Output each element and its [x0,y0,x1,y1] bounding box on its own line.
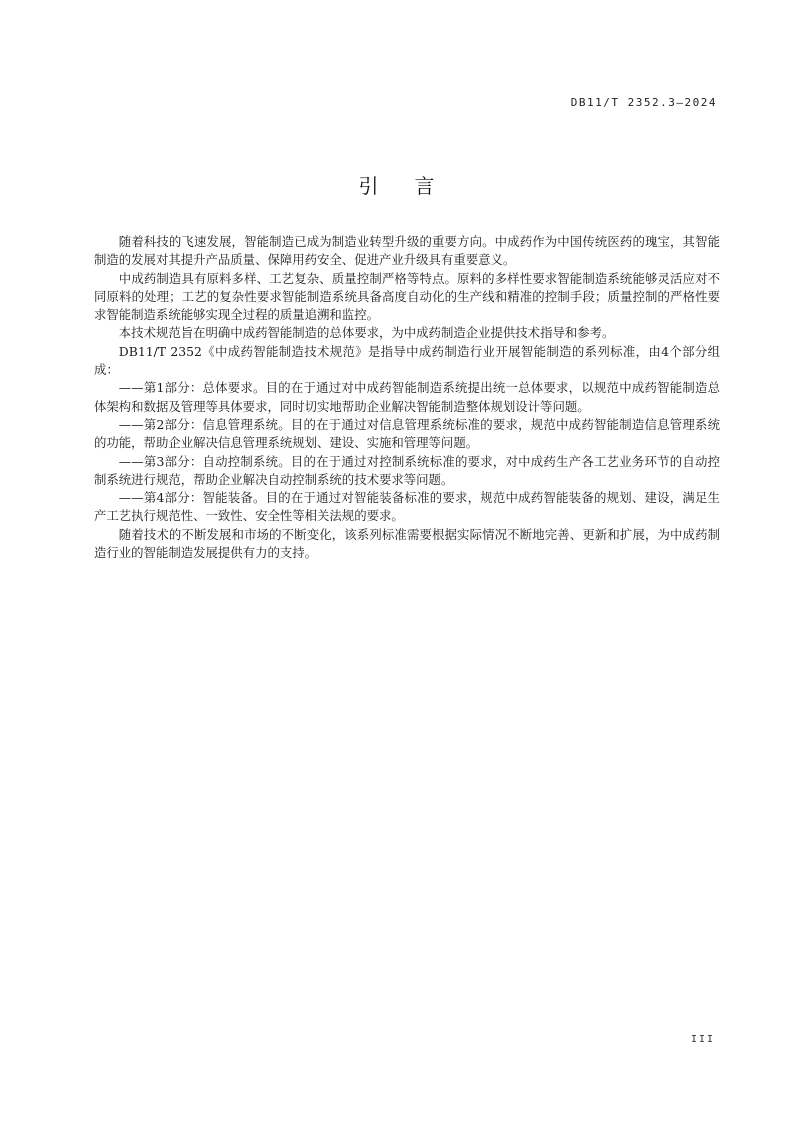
standard-code: DB11/T 2352.3—2024 [570,96,717,109]
paragraph-part-1: ——第1部分：总体要求。目的在于通过对中成药智能制造系统提出统一总体要求，以规范中成药智能制造总体架构和数据及管理等具体要求，同时切实地帮助企业解决智能制造整体规划设计等问题。 [94,380,720,414]
paragraph-purpose: 本技术规范旨在明确中成药智能制造的总体要求，为中成药制造企业提供技术指导和参考。 [118,325,615,341]
page-number: III [690,1034,715,1045]
page-title: 引言 [358,174,471,198]
paragraph-characteristics: 中成药制造具有原料多样、工艺复杂、质量控制严格等特点。原料的多样性要求智能制造系统能够灵活应对不同原料的处理；工艺的复杂性要求智能制造系统具备高度自动化的生产线和精准的控制手段；质量控制的严格性要求智能制造系统能够实现全过程的质量追溯和监控。 [94,270,720,323]
paragraph-part-3: ——第3部分：自动控制系统。目的在于通过对控制系统标准的要求，对中成药生产各工艺业务环节的自动控制系统进行规范，帮助企业解决自动控制系统的技术要求等问题。 [94,453,720,487]
introduction-body [94,233,720,562]
paragraph-part-2: ——第2部分：信息管理系统。目的在于通过对信息管理系统标准的要求，规范中成药智能制造信息管理系统的功能，帮助企业解决信息管理系统规划、建设、实施和管理等问题。 [94,416,720,451]
paragraph-outlook: 随着技术的不断发展和市场的不断变化，该系列标准需要根据实际情况不断地完善、更新和扩展，为中成药制造行业的智能制造发展提供有力的支持。 [94,526,720,561]
paragraph-background: 随着科技的飞速发展，智能制造已成为制造业转型升级的重要方向。中成药作为中国传统医药的瑰宝，其智能制造的发展对其提升产品质量、保障用药安全、促进产业升级具有重要意义。 [94,234,720,268]
paragraph-part-4: ——第4部分：智能装备。目的在于通过对智能装备标准的要求，规范中成药智能装备的规划、建设，满足生产工艺执行规范性、一致性、安全性等相关法规的要求。 [94,490,720,524]
paragraph-series-overview: DB11/T 2352《中成药智能制造技术规范》是指导中成药制造行业开展智能制造的系列标准，由4个部分组成： [94,343,720,378]
